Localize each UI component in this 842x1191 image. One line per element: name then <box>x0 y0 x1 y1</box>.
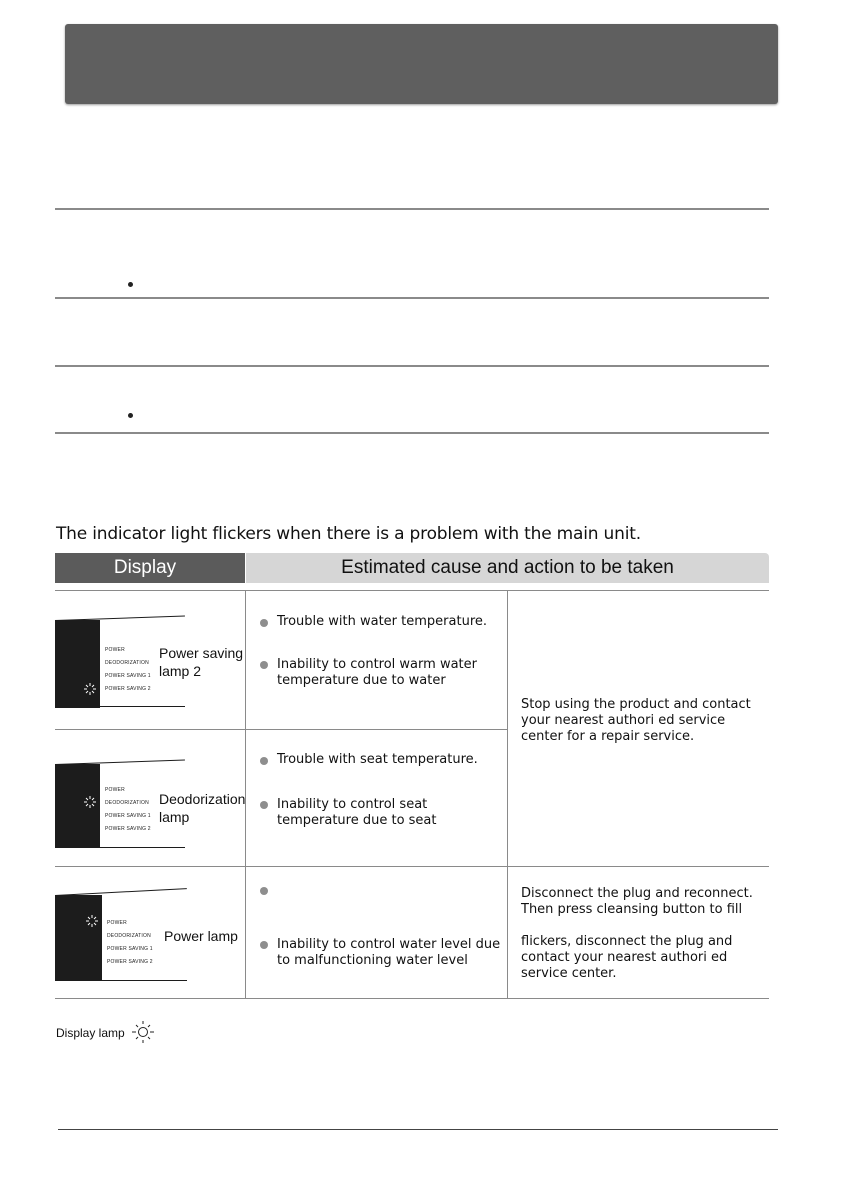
bullet-dot <box>260 941 268 949</box>
header-display: Display <box>113 557 177 578</box>
lamp-name: Power lamp <box>164 928 238 944</box>
divider <box>55 297 769 299</box>
flicker-lamp-icon <box>130 1020 156 1044</box>
bullet-dot <box>260 757 268 765</box>
bullet <box>128 282 133 287</box>
cause-text: Trouble with water temperature. <box>277 614 488 629</box>
bullet-dot <box>260 619 268 627</box>
lamp-name: Power saving lamp 2 <box>159 645 244 679</box>
panel-label-power-saving-1: POWER SAVING 1 <box>105 813 151 819</box>
panel-label-power-saving-1: POWER SAVING 1 <box>107 946 153 952</box>
panel-label-power-saving-2: POWER SAVING 2 <box>107 959 153 965</box>
lamp-name: Deodorization lamp <box>159 791 246 825</box>
panel-edge <box>55 888 187 896</box>
panel-label-power-saving-1: POWER SAVING 1 <box>105 673 151 679</box>
panel-label-power: POWER <box>107 920 127 926</box>
panel-edge <box>55 759 185 765</box>
divider <box>55 432 769 434</box>
section-banner <box>65 24 778 104</box>
panel-label-power-saving-2: POWER SAVING 2 <box>105 686 151 692</box>
panel-label-power: POWER <box>105 647 125 653</box>
panel-label-deodorization: DEODORIZATION <box>107 933 151 939</box>
panel-label-deodorization: DEODORIZATION <box>105 800 149 806</box>
cause-text: Trouble with seat temperature. <box>277 752 478 767</box>
bullet-dot <box>260 661 268 669</box>
panel-edge <box>55 980 187 981</box>
header-cause: Estimated cause and action to be taken <box>341 557 674 578</box>
divider <box>55 365 769 367</box>
cause-text: Inability to control warm water temperature due to water <box>277 657 477 688</box>
bullet <box>128 413 133 418</box>
table-rule <box>55 866 769 867</box>
action-text: Stop using the product and contact your nearest authori ed service center for a repair service. <box>521 697 751 744</box>
table-rule <box>55 729 508 730</box>
table-column-divider <box>507 590 508 999</box>
flicker-lamp-icon <box>83 682 97 696</box>
table-rule <box>55 998 769 999</box>
control-panel <box>55 895 102 981</box>
bullet-dot <box>260 887 268 895</box>
action-text: Disconnect the plug and reconnect. Then press cleansing button to fill flickers, disconnect the plug and contact your nearest authori ed service center. <box>521 886 753 981</box>
cause-text: Inability to control seat temperature due to seat <box>277 797 437 828</box>
panel-edge <box>55 706 185 707</box>
panel-label-power: POWER <box>105 787 125 793</box>
cause-text: Inability to control water level due to malfunctioning water level <box>277 937 501 968</box>
divider <box>55 208 769 210</box>
display-lamp-legend: Display lamp <box>56 1026 125 1040</box>
panel-label-deodorization: DEODORIZATION <box>105 660 149 666</box>
panel-edge <box>55 847 185 848</box>
intro-text: The indicator light flickers when there is a problem with the main unit. <box>56 524 641 544</box>
page-footer-rule <box>58 1129 778 1130</box>
flicker-lamp-icon <box>83 795 97 809</box>
panel-label-power-saving-2: POWER SAVING 2 <box>105 826 151 832</box>
bullet-dot <box>260 801 268 809</box>
table-column-divider <box>245 590 246 999</box>
table-rule <box>55 590 769 591</box>
flicker-lamp-icon <box>85 914 99 928</box>
panel-edge <box>55 615 185 621</box>
